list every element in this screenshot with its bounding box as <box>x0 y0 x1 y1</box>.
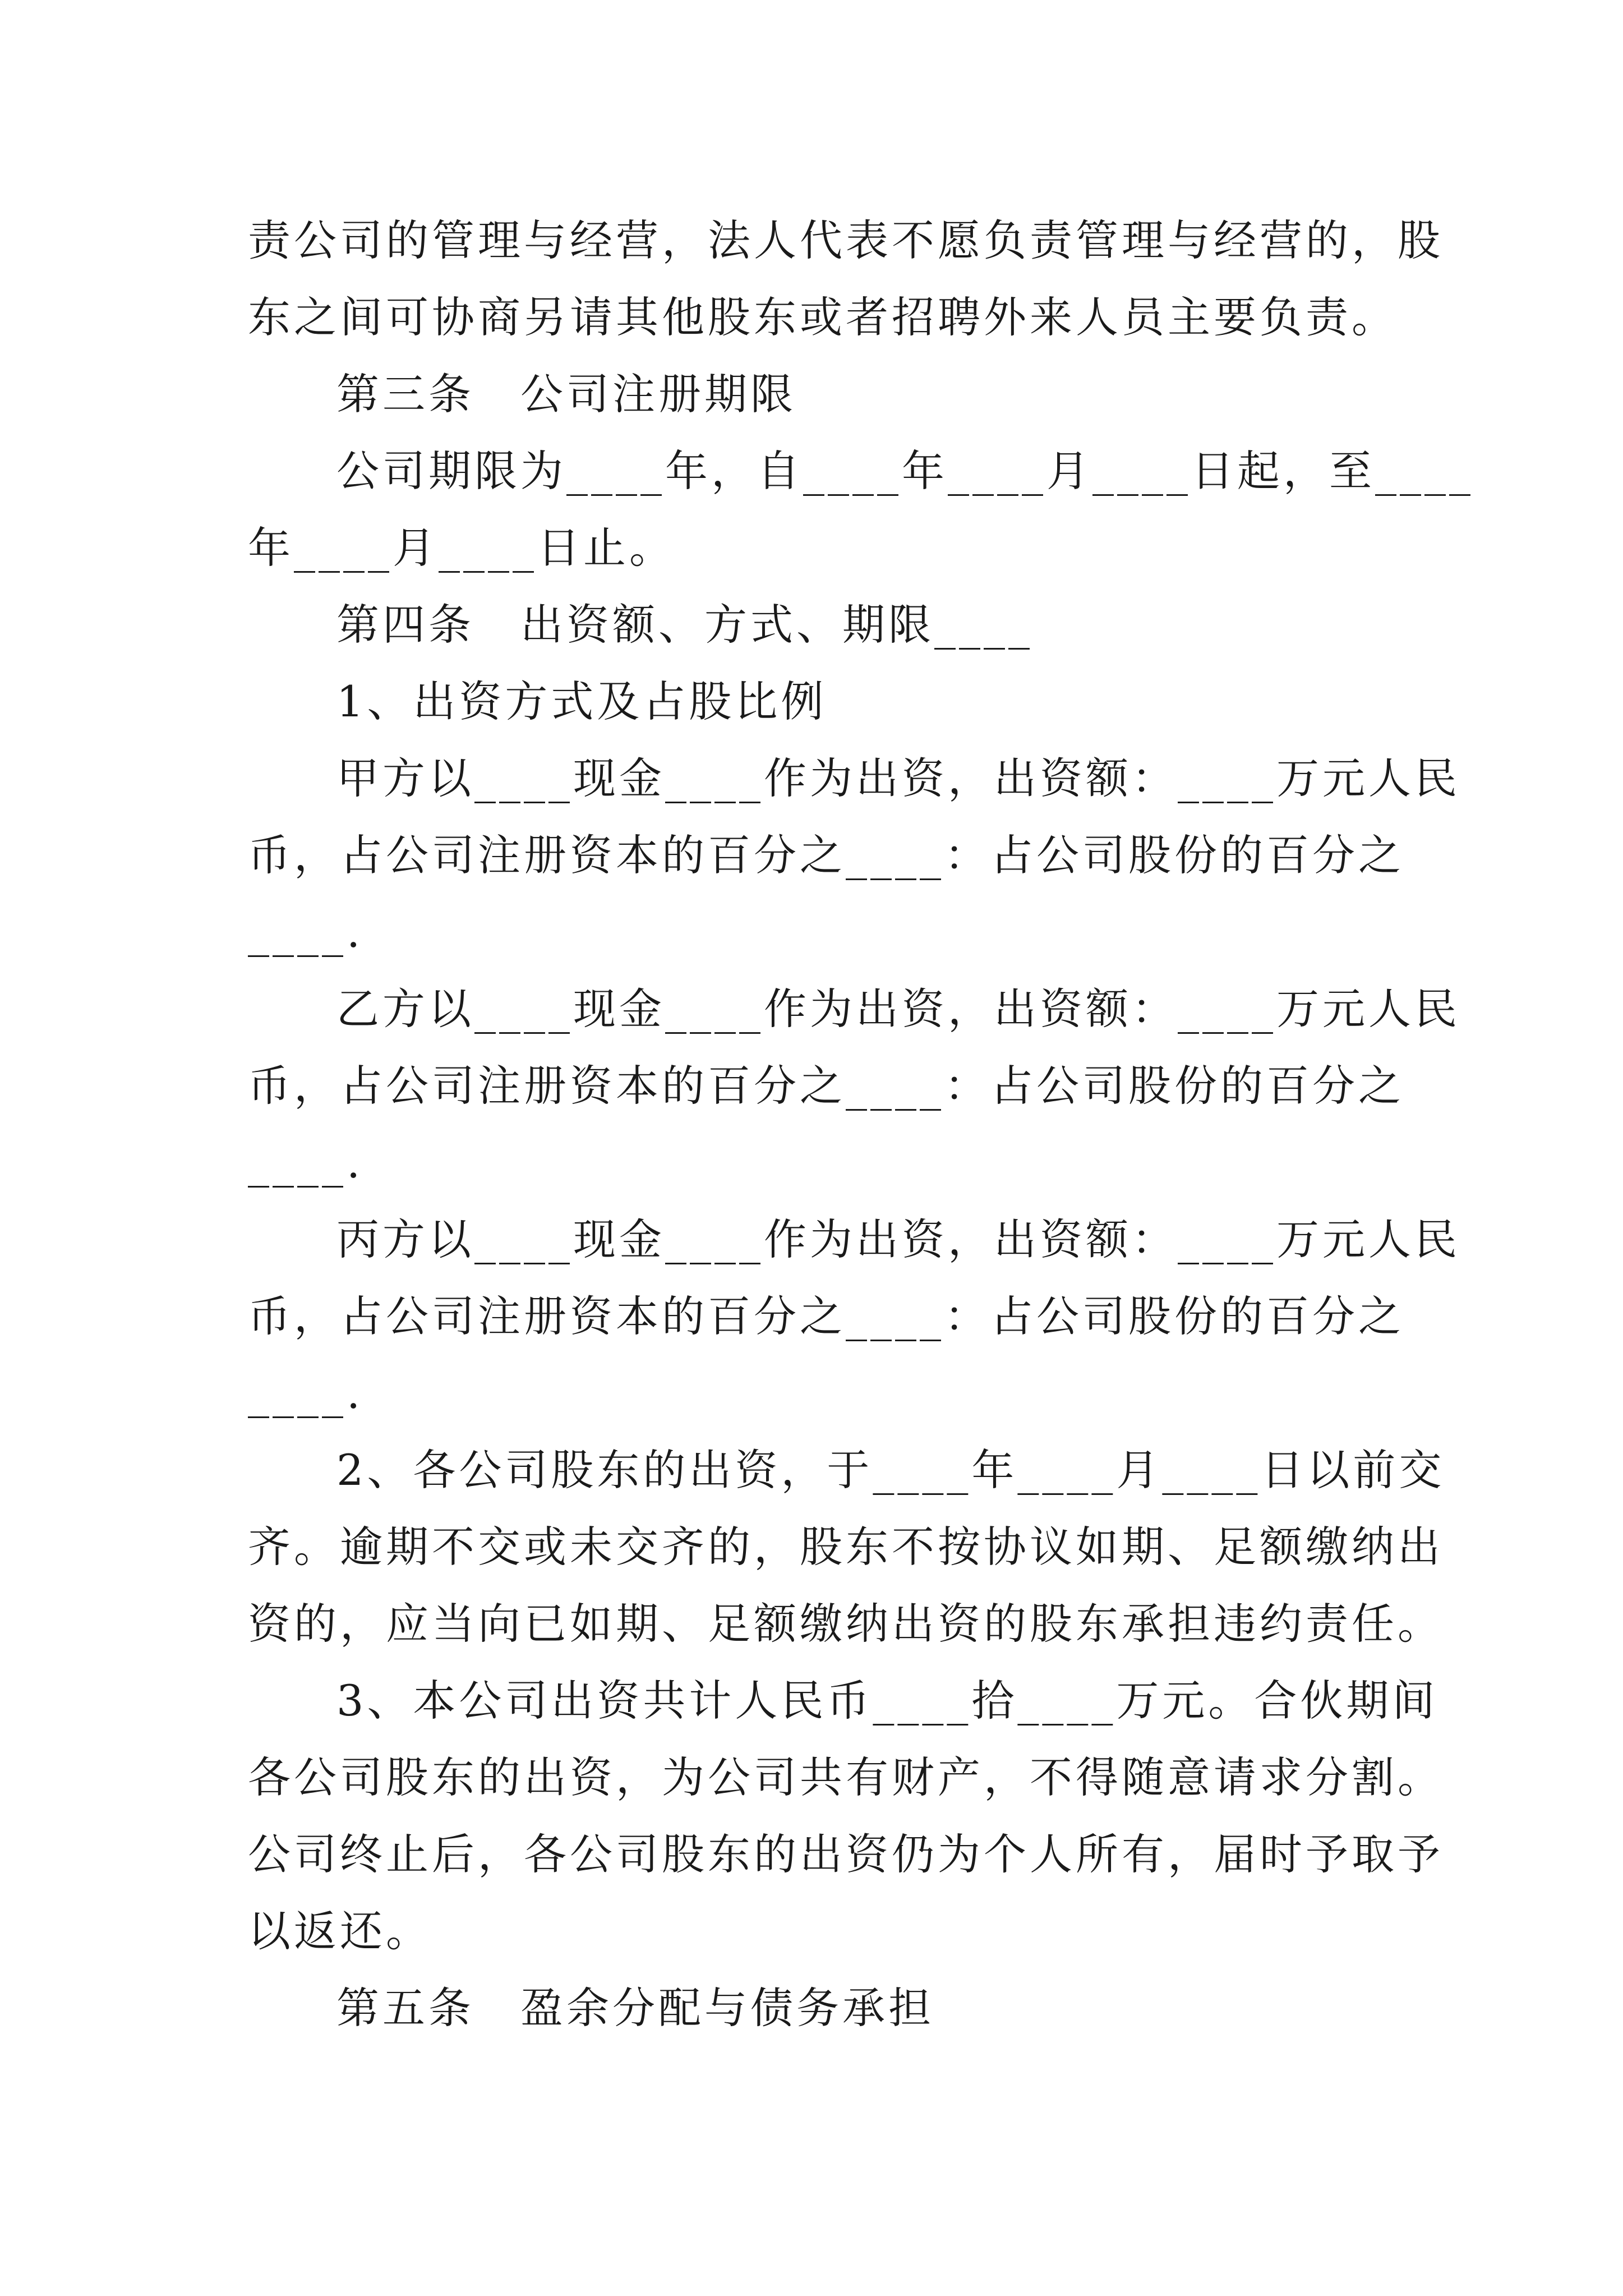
article-heading: 第三条 公司注册期限 <box>336 369 796 419</box>
paragraph-line: 币，占公司注册资本的百分之____：占公司股份的百分之 <box>248 830 1404 880</box>
paragraph-line: 币，占公司注册资本的百分之____：占公司股份的百分之 <box>248 1061 1404 1111</box>
paragraph-line: 齐。逾期不交或未交齐的，股东不按协议如期、足额缴纳出 <box>248 1522 1444 1572</box>
section-heading: 1、出资方式及占股比例 <box>336 677 827 726</box>
paragraph-line: 2、各公司股东的出资，于____年____月____日以前交 <box>336 1445 1445 1495</box>
paragraph-line: 各公司股东的出资，为公司共有财产，不得随意请求分割。 <box>248 1752 1444 1802</box>
paragraph-line: 公司终止后，各公司股东的出资仍为个人所有，届时予取予 <box>248 1829 1444 1879</box>
paragraph-line: 乙方以____现金____作为出资，出资额：____万元人民 <box>336 984 1460 1034</box>
paragraph-line: ____. <box>248 907 364 957</box>
paragraph-line: 以返还。 <box>248 1906 432 1956</box>
article-heading: 第四条 出资额、方式、期限____ <box>336 600 1033 650</box>
paragraph-line: ____. <box>248 1138 364 1188</box>
paragraph-line: 丙方以____现金____作为出资，出资额：____万元人民 <box>336 1214 1460 1264</box>
article-heading: 第五条 盈余分配与债务承担 <box>336 1983 934 2033</box>
paragraph-line: 年____月____日止。 <box>248 523 675 573</box>
paragraph-line: ____. <box>248 1368 364 1418</box>
paragraph-line: 甲方以____现金____作为出资，出资额：____万元人民 <box>336 753 1460 803</box>
paragraph-line: 公司期限为____年，自____年____月____日起，至____ <box>336 446 1474 496</box>
paragraph-line: 责公司的管理与经营，法人代表不愿负责管理与经营的，股 <box>248 215 1444 265</box>
paragraph-line: 3、本公司出资共计人民币____拾____万元。合伙期间 <box>336 1676 1438 1726</box>
paragraph-line: 币，占公司注册资本的百分之____：占公司股份的百分之 <box>248 1291 1404 1341</box>
document-body <box>248 202 1474 2046</box>
paragraph-line: 东之间可协商另请其他股东或者招聘外来人员主要负责。 <box>248 292 1398 342</box>
paragraph-line: 资的，应当向已如期、足额缴纳出资的股东承担违约责任。 <box>248 1599 1444 1649</box>
